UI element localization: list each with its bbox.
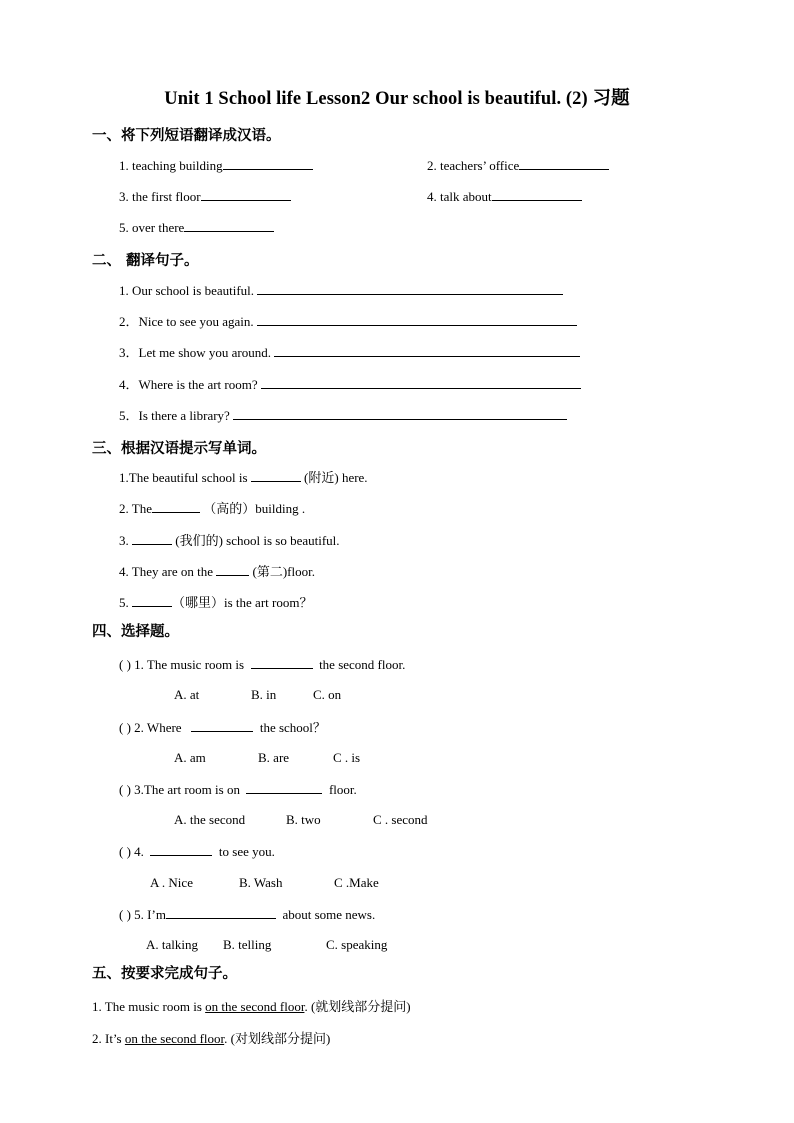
s4-q4-option-b: B. Wash xyxy=(239,875,283,890)
answer-blank[interactable] xyxy=(261,375,581,389)
s4-q2-option-b: B. are xyxy=(258,750,290,765)
s2-item-5: 5．Is there a library? xyxy=(119,406,567,425)
s4-question-2: ( ) 2. Where the school？ xyxy=(119,720,326,735)
section-2-heading: 二、 翻译句子。 xyxy=(92,253,199,269)
section-4-heading: 四、选择题。 xyxy=(92,624,179,640)
answer-blank[interactable] xyxy=(150,842,212,856)
section-3-heading: 三、根据汉语提示写单词。 xyxy=(92,441,266,457)
answer-blank[interactable] xyxy=(132,531,172,545)
s4-q1-option-a: A. at xyxy=(174,687,200,702)
s1-item-1: 1. teaching building xyxy=(119,156,313,175)
answer-blank[interactable] xyxy=(492,187,582,201)
answer-blank[interactable] xyxy=(223,156,313,170)
answer-blank[interactable] xyxy=(191,718,253,732)
s1-item-5: 5. over there xyxy=(119,218,274,237)
answer-blank[interactable] xyxy=(251,468,301,482)
answer-blank[interactable] xyxy=(246,780,322,794)
s2-item-1: 1. Our school is beautiful. xyxy=(119,281,563,300)
s1-item-4: 4. talk about xyxy=(427,187,582,206)
s3-item-2: 2. The （高的）building . xyxy=(119,501,306,516)
s4-q2-option-c: C . is xyxy=(333,750,361,765)
answer-blank[interactable] xyxy=(201,187,291,201)
answer-blank[interactable] xyxy=(251,655,313,669)
s4-q5-option-c: C. speaking xyxy=(326,937,388,952)
answer-blank[interactable] xyxy=(216,562,249,576)
s1-item-2: 2. teachers’ office xyxy=(427,156,609,175)
answer-blank[interactable] xyxy=(166,905,276,919)
section-1-heading: 一、将下列短语翻译成汉语。 xyxy=(92,128,281,144)
answer-bracket[interactable]: ( ) xyxy=(119,720,131,735)
s3-item-4: 4. They are on the (第二)floor. xyxy=(119,564,315,579)
answer-blank[interactable] xyxy=(257,312,577,326)
s1-item-3: 3. the first floor xyxy=(119,187,291,206)
answer-bracket[interactable]: ( ) xyxy=(119,844,131,859)
s4-q2-option-a: A. am xyxy=(174,750,206,765)
answer-blank[interactable] xyxy=(132,593,172,607)
s4-question-5: ( ) 5. I’m about some news. xyxy=(119,907,376,922)
underlined-phrase: on the second floor xyxy=(124,1031,225,1046)
answer-blank[interactable] xyxy=(257,281,563,295)
s4-q1-option-c: C. on xyxy=(313,687,342,702)
answer-blank[interactable] xyxy=(274,343,580,357)
s4-q3-option-a: A. the second xyxy=(174,812,246,827)
answer-bracket[interactable]: ( ) xyxy=(119,907,131,922)
answer-blank[interactable] xyxy=(519,156,609,170)
s3-item-1: 1.The beautiful school is (附近) here. xyxy=(119,470,368,485)
answer-blank[interactable] xyxy=(184,218,274,232)
s4-q1-option-b: B. in xyxy=(251,687,277,702)
answer-bracket[interactable]: ( ) xyxy=(119,782,131,797)
s4-q3-option-b: B. two xyxy=(286,812,321,827)
section-5-heading: 五、按要求完成句子。 xyxy=(92,966,237,982)
s4-question-3: ( ) 3.The art room is on floor. xyxy=(119,782,357,797)
s4-q5-option-b: B. telling xyxy=(223,937,272,952)
s2-item-3: 3．Let me show you around. xyxy=(119,343,580,362)
page-title: Unit 1 School life Lesson2 Our school is beautiful. (2) 习题 xyxy=(164,89,630,109)
s5-item-2: 2. It’s on the second floor. (对划线部分提问) xyxy=(92,1031,331,1046)
s3-item-5: 5. （哪里）is the art room？ xyxy=(119,595,313,610)
s4-q3-option-c: C . second xyxy=(373,812,428,827)
s3-item-3: 3. (我们的) school is so beautiful. xyxy=(119,533,340,548)
s2-item-4: 4．Where is the art room? xyxy=(119,375,581,394)
underlined-phrase: on the second floor xyxy=(205,999,305,1014)
s4-q4-option-c: C .Make xyxy=(334,875,379,890)
s4-question-1: ( ) 1. The music room is the second floor. xyxy=(119,657,406,672)
s4-q5-option-a: A. talking xyxy=(146,937,198,952)
s4-question-4: ( ) 4. to see you. xyxy=(119,844,275,859)
s4-q4-option-a: A . Nice xyxy=(150,875,193,890)
s5-item-1: 1. The music room is on the second floor. (就划线部分提问) xyxy=(92,999,411,1014)
answer-blank[interactable] xyxy=(233,406,567,420)
s2-item-2: 2．Nice to see you again. xyxy=(119,312,577,331)
answer-blank[interactable] xyxy=(152,499,200,513)
answer-bracket[interactable]: ( ) xyxy=(119,657,131,672)
